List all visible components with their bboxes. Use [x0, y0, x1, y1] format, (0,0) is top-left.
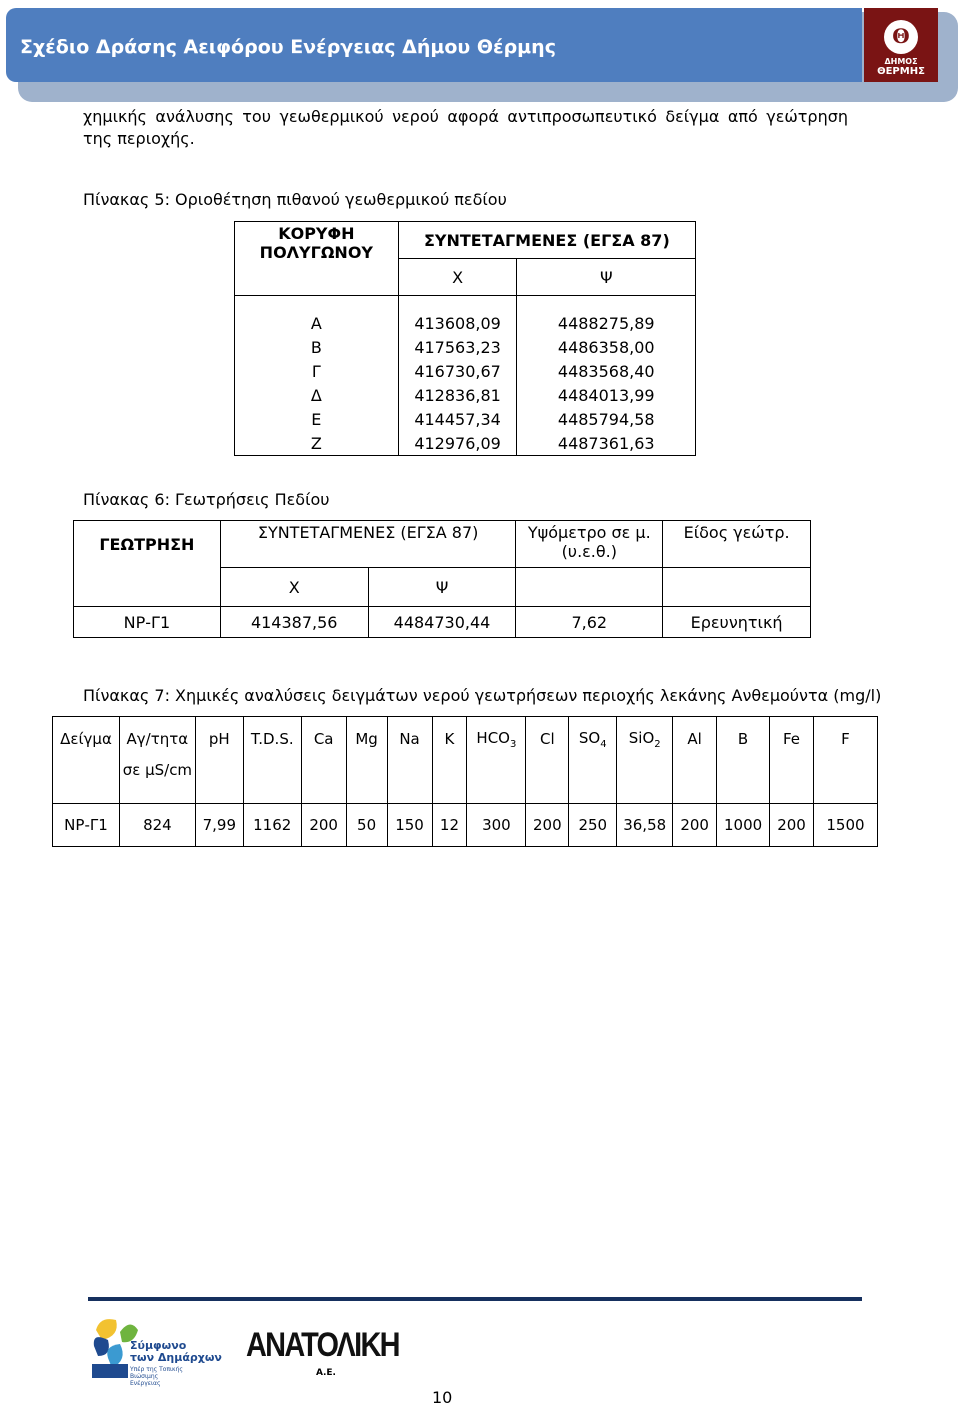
table5	[234, 221, 696, 456]
t5-vertex: Ε	[235, 407, 399, 431]
t7-header-ca: Ca	[301, 717, 346, 762]
t7-header-cont	[526, 761, 569, 804]
table-row	[235, 335, 696, 359]
t5-y: 4488275,89	[517, 311, 696, 335]
t7-mg: 50	[346, 804, 387, 847]
t7-header-mg: Mg	[346, 717, 387, 762]
t7-header-conductivity-unit: σε μS/cm	[119, 761, 195, 804]
covenant-title: Σύμφωνο των Δημάρχων	[130, 1339, 222, 1364]
t7-fe: 200	[770, 804, 814, 847]
t5-x: 412976,09	[398, 431, 517, 456]
covenant-tagline: Υπέρ της Τοπικής Βιώσιμης Ενέργειας	[130, 1366, 183, 1387]
t7-header-cont	[195, 761, 243, 804]
t7-header-cont	[243, 761, 301, 804]
table6	[73, 520, 811, 638]
t5-vertex: Γ	[235, 359, 399, 383]
t5-vertex: Ζ	[235, 431, 399, 456]
t5-vertex: Α	[235, 311, 399, 335]
t6-header-type-cont	[663, 568, 811, 607]
t6-header-altitude: Υψόμετρο σε μ. (υ.ε.θ.)	[516, 521, 663, 568]
t7-header-cont	[301, 761, 346, 804]
t5-vertex: Δ	[235, 383, 399, 407]
t6-type: Ερευνητική	[663, 607, 811, 638]
t5-spacer	[398, 296, 517, 312]
t5-y: 4485794,58	[517, 407, 696, 431]
t6-header-well: ΓΕΩΤΡΗΣΗ	[74, 521, 221, 568]
t7-header-cont	[673, 761, 717, 804]
t6-header-type: Είδος γεώτρ.	[663, 521, 811, 568]
t5-header-coords: ΣΥΝΤΕΤΑΓΜΕΝΕΣ (ΕΓΣΑ 87)	[398, 222, 695, 259]
t6-header-altitude-cont	[516, 568, 663, 607]
t6-well: ΝΡ-Γ1	[74, 607, 221, 638]
t6-y: 4484730,44	[368, 607, 516, 638]
intro-paragraph: χημικής ανάλυσης του γεωθερμικού νερού αφορά αντιπροσωπευτικό δείγμα από γεώτρηση της περιοχής.	[83, 107, 848, 148]
t5-y: 4484013,99	[517, 383, 696, 407]
t7-k: 12	[432, 804, 467, 847]
t6-x: 414387,56	[220, 607, 368, 638]
page-number: 10	[432, 1388, 453, 1407]
t7-header-cont	[346, 761, 387, 804]
t7-header-cont	[387, 761, 432, 804]
table-row	[235, 407, 696, 431]
anatoliki-logo: ΑΝΑΤΟΛΙΚΗ	[246, 1326, 399, 1364]
table-row	[235, 359, 696, 383]
t7-header-al: Al	[673, 717, 717, 762]
t7-hco3: 300	[467, 804, 526, 847]
table5-caption: Πίνακας 5: Οριοθέτηση πιθανού γεωθερμικού πεδίου	[83, 190, 507, 209]
t5-x: 416730,67	[398, 359, 517, 383]
t6-header-well-cont	[74, 568, 221, 607]
table-row	[235, 431, 696, 456]
thermi-emblem-icon: Θ	[884, 20, 918, 54]
t7-header-fe: Fe	[770, 717, 814, 762]
t7-na: 150	[387, 804, 432, 847]
table-row	[53, 804, 878, 847]
t5-x: 412836,81	[398, 383, 517, 407]
t7-header-hco3: $HCO_3$	[467, 717, 526, 762]
t7-ca: 200	[301, 804, 346, 847]
table-row	[74, 607, 811, 638]
t7-header-cont	[569, 761, 617, 804]
t7-header-so4: $SO_4$	[569, 717, 617, 762]
t7-header-cont	[617, 761, 673, 804]
t7-f: 1500	[813, 804, 877, 847]
t7-header-sio2: SiO$_2$	[617, 717, 673, 762]
t6-header-y: Ψ	[368, 568, 516, 607]
t5-spacer	[517, 296, 696, 312]
t5-spacer	[235, 296, 399, 312]
t5-y: 4487361,63	[517, 431, 696, 456]
t7-header-cl: Cl	[526, 717, 569, 762]
table-row	[235, 383, 696, 407]
t5-header-vertex: ΚΟΡΥΦΗ ΠΟΛΥΓΩΝΟΥ	[235, 222, 399, 296]
t7-header-cont	[770, 761, 814, 804]
table6-caption: Πίνακας 6: Γεωτρήσεις Πεδίου	[83, 490, 330, 509]
t7-header-sample: Δείγμα	[53, 717, 120, 762]
t7-header-f: F	[813, 717, 877, 762]
t7-header-b: B	[717, 717, 770, 762]
t7-header-cont	[53, 761, 120, 804]
t7-header-cont	[432, 761, 467, 804]
t5-y: 4486358,00	[517, 335, 696, 359]
t7-conductivity: 824	[119, 804, 195, 847]
t7-header-conductivity: Αγ/τητα	[119, 717, 195, 762]
table7-caption: Πίνακας 7: Χημικές αναλύσεις δειγμάτων νερού γεωτρήσεων περιοχής λεκάνης Ανθεμούντα (mg/l)	[83, 686, 882, 705]
t6-altitude: 7,62	[516, 607, 663, 638]
t7-header-k: K	[432, 717, 467, 762]
t5-x: 417563,23	[398, 335, 517, 359]
t7-so4: 250	[569, 804, 617, 847]
t7-header-na: Na	[387, 717, 432, 762]
t7-cl: 200	[526, 804, 569, 847]
t7-sample: ΝΡ-Γ1	[53, 804, 120, 847]
t6-header-x: Χ	[220, 568, 368, 607]
t7-header-cont	[813, 761, 877, 804]
t5-x: 414457,34	[398, 407, 517, 431]
t7-sio2: 36,58	[617, 804, 673, 847]
t5-vertex: Β	[235, 335, 399, 359]
logo-line1: ΔΗΜΟΣ	[884, 57, 918, 66]
document-title: Σχέδιο Δράσης Αειφόρου Ενέργειας Δήμου Θέρμης	[20, 36, 556, 58]
table-row	[235, 311, 696, 335]
t7-b: 1000	[717, 804, 770, 847]
t7-header-tds: T.D.S.	[243, 717, 301, 762]
t5-header-x: Χ	[398, 259, 517, 296]
t7-header-ph: pH	[195, 717, 243, 762]
t7-al: 200	[673, 804, 717, 847]
municipality-logo	[864, 8, 938, 82]
t7-header-cont	[717, 761, 770, 804]
t7-tds: 1162	[243, 804, 301, 847]
logo-line2: ΘΕΡΜΗΣ	[877, 66, 925, 77]
t7-header-cont	[467, 761, 526, 804]
anatoliki-sub: Α.Ε.	[316, 1368, 336, 1378]
t7-ph: 7,99	[195, 804, 243, 847]
t5-y: 4483568,40	[517, 359, 696, 383]
table7	[52, 716, 878, 847]
t6-header-coords: ΣΥΝΤΕΤΑΓΜΕΝΕΣ (ΕΓΣΑ 87)	[220, 521, 516, 568]
t5-header-y: Ψ	[517, 259, 696, 296]
t5-x: 413608,09	[398, 311, 517, 335]
footer-divider	[88, 1297, 862, 1301]
